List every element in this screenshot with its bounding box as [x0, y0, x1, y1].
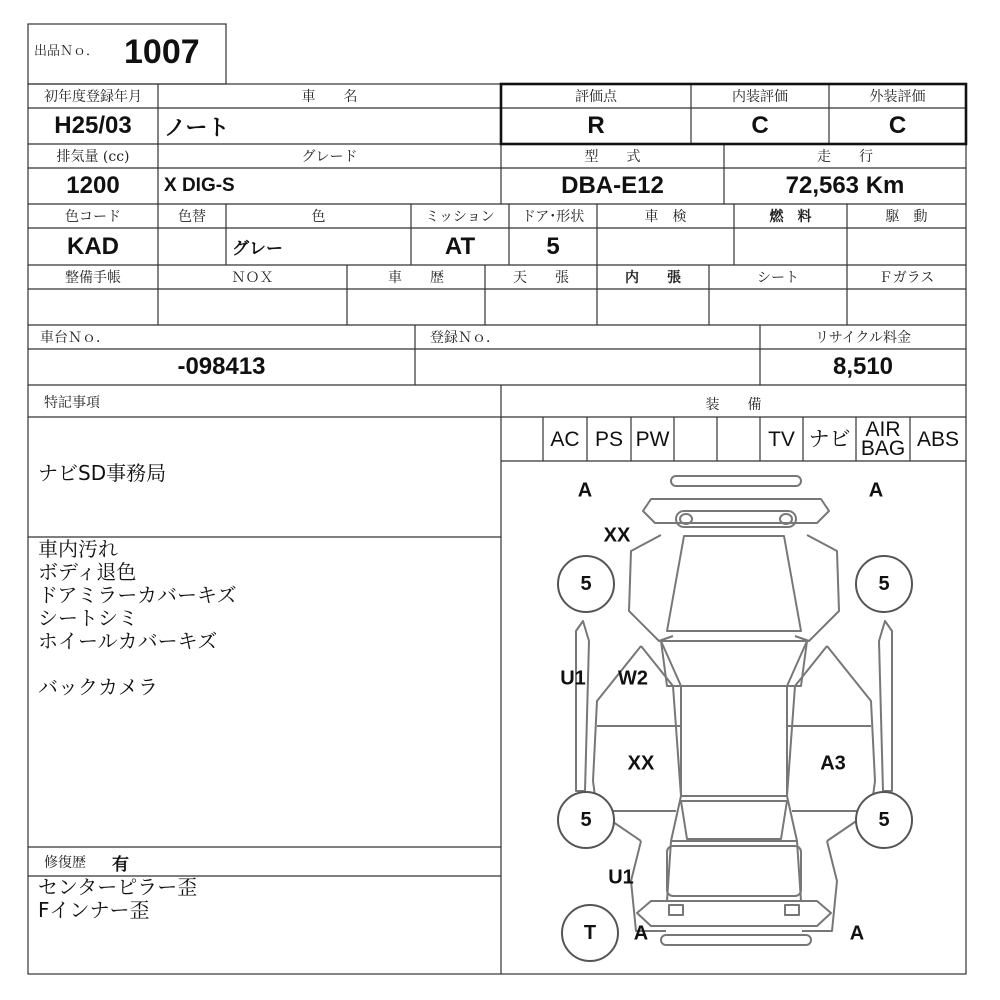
tire-front-left: 5: [557, 555, 615, 613]
mark-front-right: A: [868, 479, 884, 502]
color-label: 色: [311, 209, 326, 225]
color-code-label: 色コード: [65, 209, 121, 225]
nox-label: ＮＯＸ: [231, 270, 274, 286]
registration-number-label: 登録Ｎｏ．: [430, 330, 500, 346]
mileage-value: 72,563 Km: [785, 172, 905, 199]
exterior-score-label: 外装評価: [869, 89, 926, 105]
model-value: DBA-E12: [561, 172, 664, 199]
recycle-fee-value: 8,510: [832, 353, 894, 380]
equipment-navi: ナビ: [808, 427, 851, 451]
notes-block: 車内汚れ ボディ退色 ドアミラーカバーキズ シートシミ ホイールカバーキズ バックカメラ: [38, 537, 237, 699]
first-registration-label: 初年度登録年月: [44, 89, 142, 105]
repair-history-value: 有: [112, 854, 129, 875]
equipment-abs: ABS: [916, 427, 960, 451]
tire-rear-right: 5: [855, 791, 913, 849]
front-glass-label: Ｆガラス: [878, 270, 935, 286]
seat-label: シート: [757, 270, 799, 286]
registration-number-value: [415, 349, 760, 385]
maintenance-record-label: 整備手帳: [65, 270, 121, 286]
interior-trim-label: 内 張: [625, 270, 681, 286]
mark-rear: U1: [608, 866, 634, 889]
special-notes-label: 特記事項: [44, 395, 100, 411]
notes-line-1: ナビSD事務局: [38, 461, 167, 485]
door-shape-label: ドア･形状: [521, 209, 585, 225]
headliner-label: 天 張: [513, 270, 569, 286]
equipment-slot-5: [674, 417, 717, 461]
grade-value: X DIG-S: [164, 175, 235, 196]
mark-front-door-left: W2: [618, 667, 648, 690]
interior-score-label: 内装評価: [732, 89, 788, 105]
grade-label: グレード: [301, 149, 358, 165]
chassis-number-value: -098413: [177, 353, 266, 380]
color-value: グレー: [232, 239, 283, 259]
interior-score-value: C: [751, 112, 769, 139]
car-name-label: 車 名: [301, 89, 358, 105]
lot-number-value: 1007: [124, 32, 200, 71]
tire-rear-left: 5: [557, 791, 615, 849]
chassis-number-label: 車台Ｎｏ．: [40, 330, 110, 346]
color-code-value: KAD: [67, 232, 119, 260]
exterior-score-value: C: [888, 112, 907, 139]
mark-rear-right: A: [849, 922, 865, 945]
fuel-label: 燃 料: [769, 209, 812, 225]
mark-rear-door-right: A3: [820, 752, 846, 775]
car-name-value: ノート: [164, 115, 230, 141]
mark-rear-door-left: XX: [627, 752, 655, 775]
door-shape-value: 5: [546, 232, 560, 260]
tire-spare: T: [561, 904, 619, 962]
mark-hood: XX: [603, 524, 631, 547]
mark-pillar-left: U1: [560, 667, 586, 690]
equipment-ps: PS: [594, 427, 623, 451]
equipment-airbag: AIR BAG: [860, 418, 906, 460]
drive-value: [847, 228, 966, 265]
mark-front-left: A: [577, 479, 593, 502]
vehicle-history-label: 車 歴: [388, 270, 444, 286]
equipment-ac: AC: [550, 427, 580, 451]
score-label: 評価点: [575, 89, 617, 105]
mission-label: ミッション: [425, 209, 495, 225]
repair-history-label: 修復歴: [44, 855, 86, 871]
car-body-diagram: [501, 461, 966, 974]
equipment-slot-1: [501, 417, 543, 461]
mileage-label: 走 行: [817, 149, 873, 165]
model-label: 型 式: [584, 149, 641, 165]
first-registration-value: H25/03: [54, 112, 132, 139]
lot-number-label: 出品Ｎｏ．: [34, 43, 100, 59]
mark-rear-left: A: [633, 922, 649, 945]
equipment-label: 装 備: [705, 397, 762, 413]
tire-front-right: 5: [855, 555, 913, 613]
displacement-value: 1200: [66, 172, 120, 199]
equipment-slot-6: [717, 417, 760, 461]
displacement-label: 排気量 (cc): [56, 149, 130, 165]
repaint-label: 色替: [178, 209, 206, 225]
drive-label: 駆 動: [885, 209, 928, 225]
equipment-pw: PW: [635, 427, 670, 451]
inspection-value: [597, 228, 734, 265]
mission-value: AT: [444, 232, 476, 260]
repair-details: センターピラー歪 Fインナー歪: [38, 875, 198, 922]
equipment-tv: TV: [768, 427, 795, 451]
score-value: R: [587, 112, 605, 139]
recycle-fee-label: リサイクル料金: [814, 330, 912, 346]
repaint-value: [158, 228, 226, 265]
inspection-label: 車 検: [644, 209, 687, 225]
fuel-value: [734, 228, 847, 265]
